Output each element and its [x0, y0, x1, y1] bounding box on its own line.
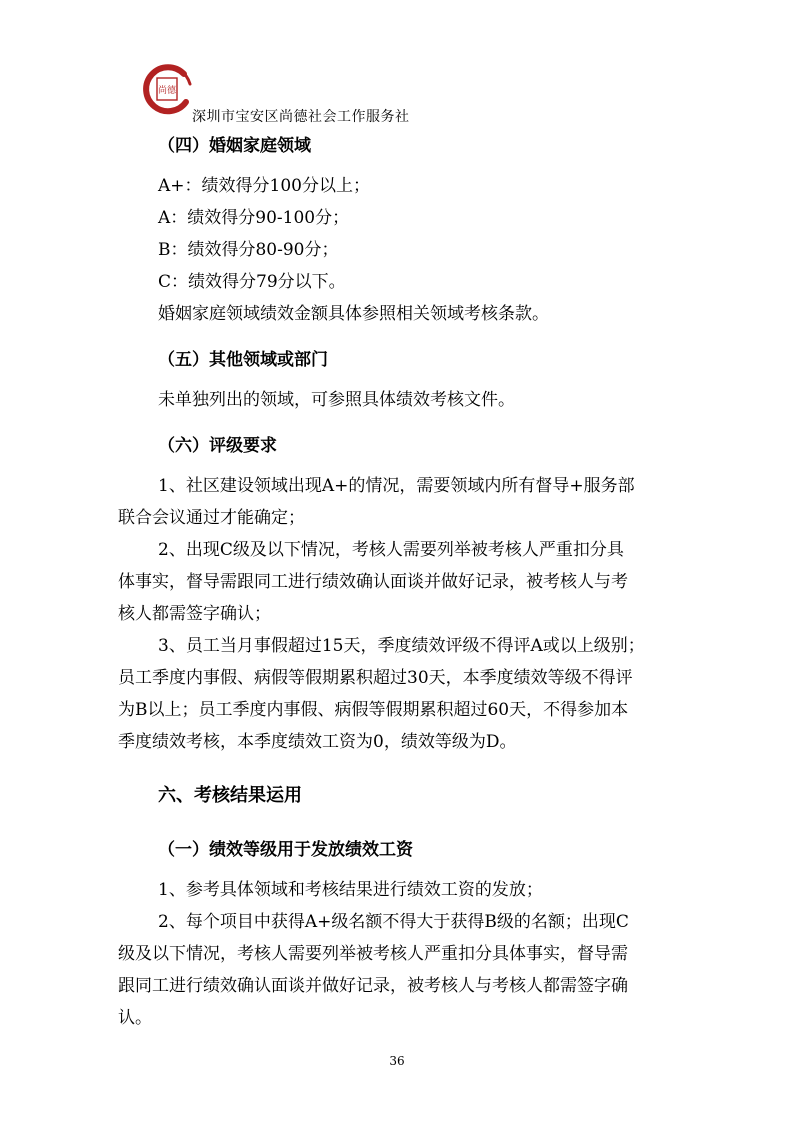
page-number: 36 [389, 1054, 405, 1068]
rule-3-line-2: 员工季度内事假、病假等假期累积超过30天，本季度绩效等级不得评 [118, 668, 633, 688]
chapter-6-sub-1-heading: （一）绩效等级用于发放绩效工资 [158, 840, 413, 860]
rule-3-line-4: 季度绩效考核，本季度绩效工资为0，绩效等级为D。 [118, 732, 517, 752]
grade-b-line: B：绩效得分80-90分； [158, 240, 339, 260]
usage-2-line-4: 认。 [118, 1008, 152, 1028]
grade-a-line: A：绩效得分90-100分； [158, 208, 350, 228]
rule-3-line-1: 3、员工当月事假超过15天，季度绩效评级不得评A或以上级别； [158, 636, 645, 656]
usage-2-line-1: 2、每个项目中获得A+级名额不得大于获得B级的名额；出现C [158, 912, 629, 932]
usage-2-line-3: 跟同工进行绩效确认面谈并做好记录，被考核人与考核人都需签字确 [118, 976, 628, 996]
rule-1-line-1: 1、社区建设领域出现A+的情况，需要领域内所有督导+服务部 [158, 476, 635, 496]
rule-1-line-2: 联合会议通过才能确定； [118, 508, 305, 528]
section-4-heading: （四）婚姻家庭领域 [158, 136, 311, 156]
section-5-heading: （五）其他领域或部门 [158, 350, 328, 370]
organization-name: 深圳市宝安区尚德社会工作服务社 [192, 109, 410, 125]
section-4-note: 婚姻家庭领域绩效金额具体参照相关领域考核条款。 [158, 304, 549, 324]
rule-3-line-3: 为B以上；员工季度内事假、病假等假期累积超过60天，不得参加本 [118, 700, 629, 720]
usage-2-line-2: 级及以下情况，考核人需要列举被考核人严重扣分具体事实，督导需 [118, 944, 628, 964]
grade-a-plus-line: A+：绩效得分100分以上； [158, 176, 370, 196]
rule-2-line-1: 2、出现C级及以下情况，考核人需要列举被考核人严重扣分具 [158, 540, 624, 560]
document-header [140, 62, 460, 125]
section-5-text: 未单独列出的领域，可参照具体绩效考核文件。 [158, 390, 515, 410]
grade-c-line: C：绩效得分79分以下。 [158, 272, 346, 292]
rule-2-line-2: 体事实，督导需跟同工进行绩效确认面谈并做好记录，被考核人与考 [118, 572, 628, 592]
organization-logo [140, 62, 194, 116]
document-body [118, 130, 676, 1034]
usage-1-line: 1、参考具体领域和考核结果进行绩效工资的发放； [158, 880, 543, 900]
logo-text: 尚德 [157, 86, 177, 96]
rule-2-line-3: 核人都需签字确认； [118, 604, 271, 624]
chapter-6-heading: 六、考核结果运用 [158, 785, 302, 806]
section-6-heading: （六）评级要求 [158, 436, 277, 456]
